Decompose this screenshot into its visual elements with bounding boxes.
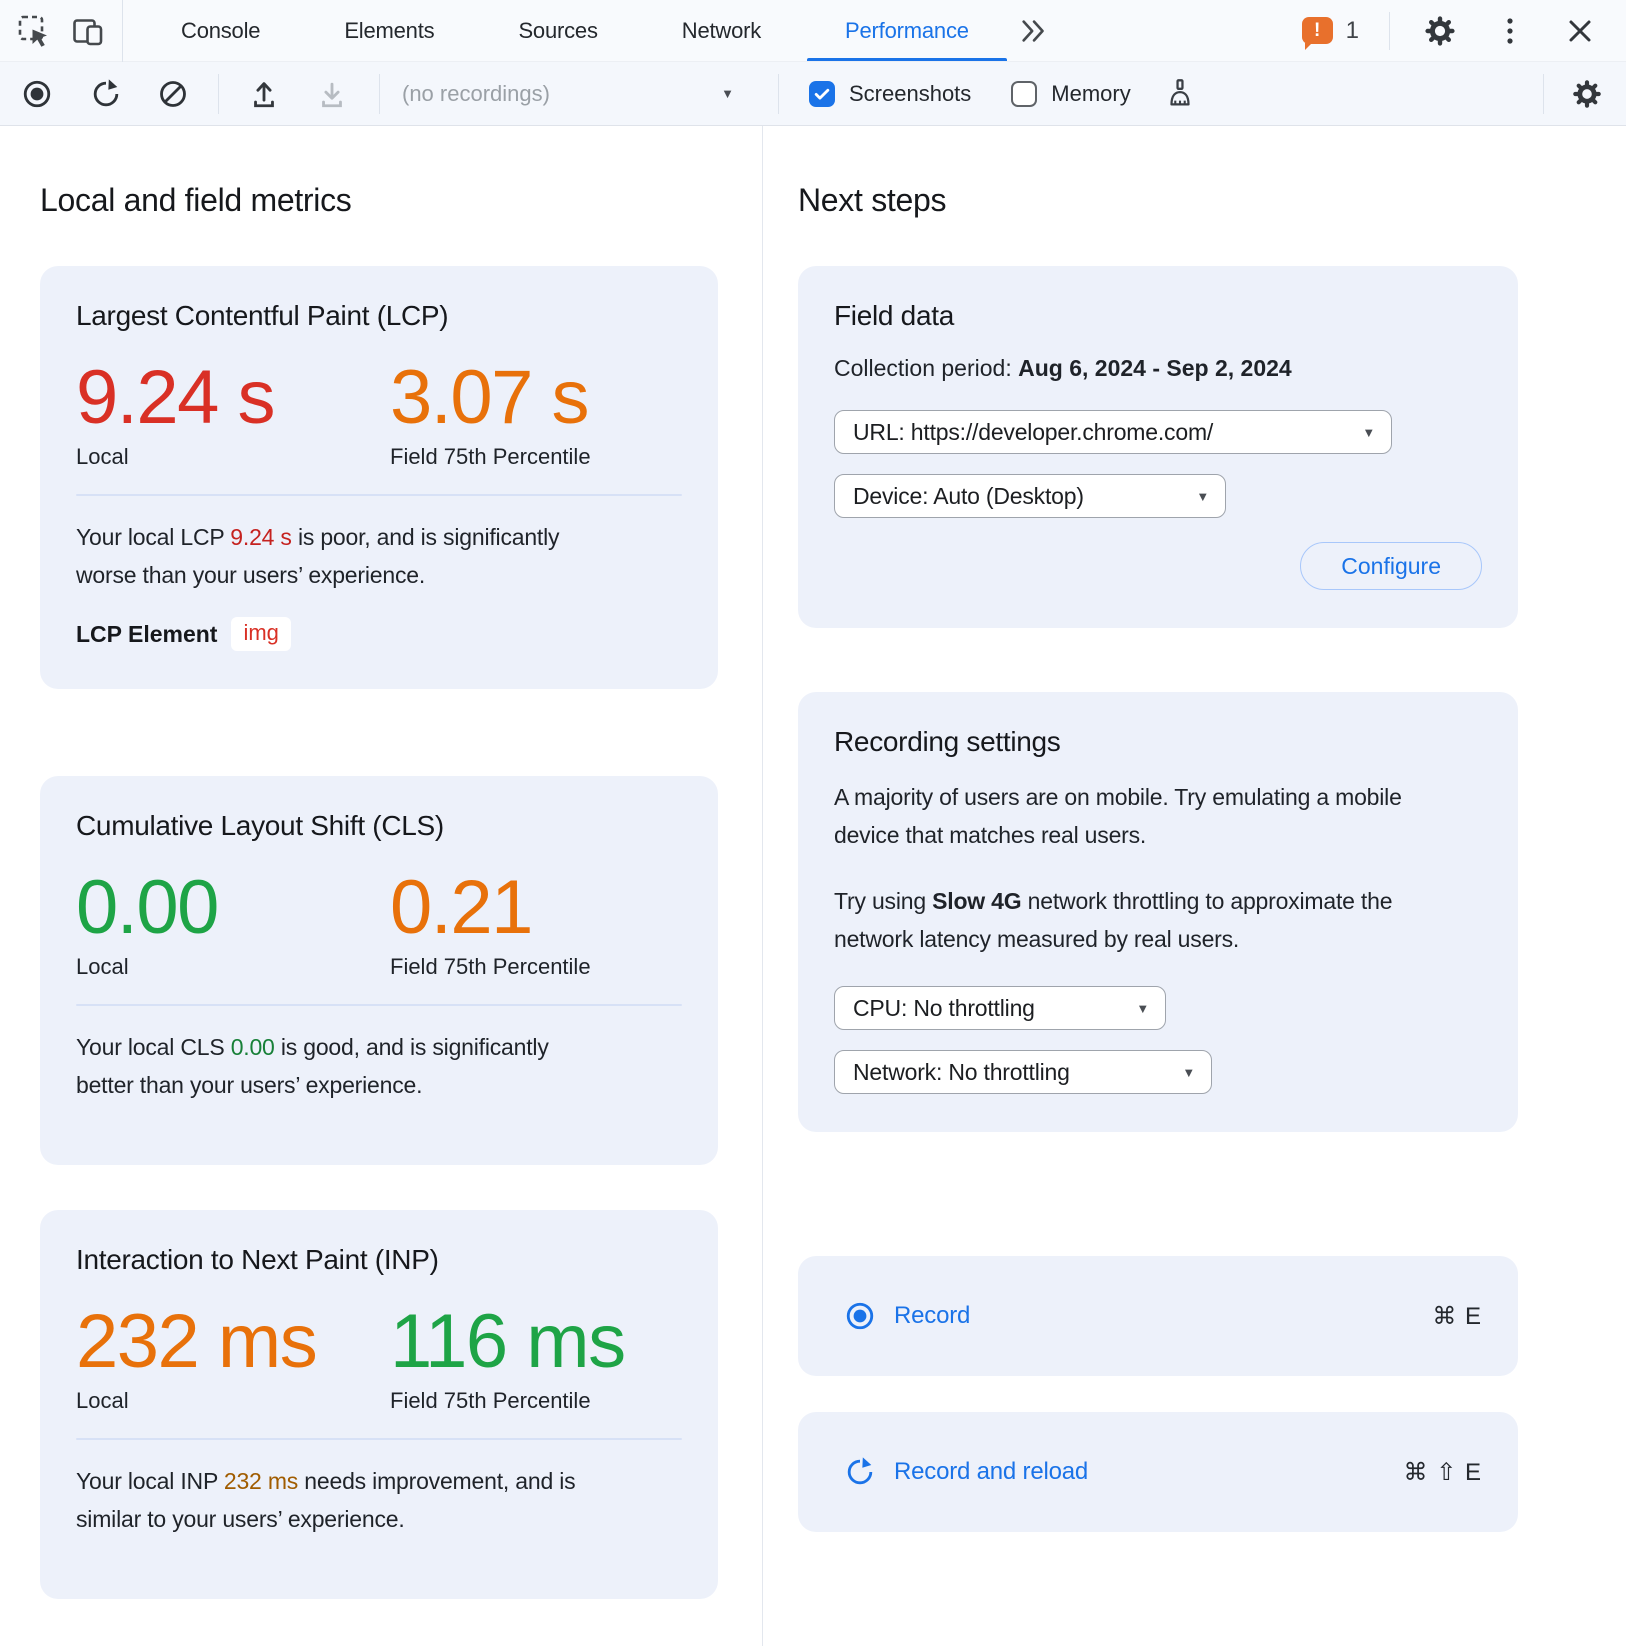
tabbar-separator [1389, 12, 1390, 50]
inp-card-title: Interaction to Next Paint (INP) [76, 1244, 439, 1275]
tab-network[interactable]: Network [681, 17, 762, 43]
record-icon [21, 78, 53, 110]
close-devtools-button[interactable] [1560, 11, 1600, 51]
field-data-card [798, 266, 1518, 628]
dropdown-arrow-icon: ▼ [1136, 1000, 1149, 1016]
download-icon [316, 78, 348, 110]
dropdown-arrow-icon: ▼ [721, 86, 734, 101]
recordings-history-value: (no recordings) [402, 80, 550, 106]
lcp-desc-value: 9.24 s [230, 524, 292, 550]
close-icon [1563, 14, 1597, 48]
tab-console[interactable]: Console [181, 17, 261, 43]
cls-field-metric [390, 865, 682, 980]
tab-sources[interactable]: Sources [518, 17, 598, 43]
inp-description [76, 1462, 581, 1538]
collection-period [834, 352, 1482, 384]
toolbar-separator [379, 74, 380, 114]
screenshots-label[interactable]: Screenshots [849, 80, 972, 106]
cls-field-value: 0.21 [390, 865, 532, 950]
card-divider [76, 1004, 682, 1006]
record-shortcut: ⌘ E [1432, 1302, 1482, 1330]
mobile-emulation-tip: A majority of users are on mobile. Try emulating a mobile device that matches real users. [834, 784, 1402, 848]
inp-local-metric [76, 1299, 390, 1414]
recording-settings-title: Recording settings [834, 726, 1061, 757]
network-throttling-tip [834, 882, 1434, 958]
memory-label[interactable]: Memory [1051, 80, 1131, 106]
issues-counter[interactable] [1302, 17, 1359, 45]
record-icon [844, 1300, 876, 1332]
recordings-history-select[interactable] [402, 81, 734, 107]
record-action-card[interactable] [798, 1256, 1518, 1376]
lcp-local-value: 9.24 s [76, 355, 275, 440]
three-dot-menu-icon [1493, 14, 1527, 48]
panel-tabs [139, 0, 1059, 61]
cpu-throttling-select[interactable] [834, 986, 1166, 1030]
lcp-local-label: Local [76, 444, 129, 469]
collection-period-label: Collection period: [834, 355, 1019, 381]
tab-elements[interactable]: Elements [344, 17, 435, 43]
field-data-title: Field data [834, 300, 954, 331]
inp-metric-card [40, 1210, 718, 1599]
lcp-metric-card [40, 266, 718, 689]
next-steps-heading: Next steps [798, 182, 947, 218]
toolbar-separator [218, 74, 219, 114]
cpu-throttling-value: CPU: No throttling [853, 994, 1035, 1021]
inspect-cursor-icon [16, 13, 52, 49]
dropdown-arrow-icon: ▼ [1196, 488, 1209, 504]
cls-desc-suffix: is good, and is significantly better than your users’ experience. [76, 1034, 549, 1098]
upload-icon [248, 78, 280, 110]
lcp-field-metric [390, 355, 682, 470]
more-tabs-button[interactable] [1011, 0, 1059, 61]
inp-desc-suffix: needs improvement, and is similar to your users’ experience. [76, 1468, 576, 1532]
cls-description [76, 1028, 581, 1104]
memory-option [1011, 81, 1130, 107]
tabbar-right-controls [1302, 11, 1626, 51]
cls-local-value: 0.00 [76, 865, 218, 950]
issues-badge-icon: ! [1302, 17, 1333, 44]
cls-values-row [76, 865, 682, 980]
inp-field-value: 116 ms [390, 1299, 625, 1384]
reload-icon [90, 78, 122, 110]
performance-toolbar [0, 62, 1626, 126]
memory-checkbox[interactable] [1011, 81, 1037, 107]
configure-button[interactable]: Configure [1300, 542, 1482, 590]
network-tip-prefix: Try using [834, 888, 933, 914]
lcp-element-label: LCP Element [76, 620, 218, 647]
card-divider [76, 494, 682, 496]
inp-local-label: Local [76, 1388, 129, 1413]
record-action-label: Record [894, 1302, 971, 1329]
clear-button[interactable] [156, 77, 190, 111]
lcp-local-metric [76, 355, 390, 470]
cls-metric-card [40, 776, 718, 1165]
gear-icon [1422, 13, 1458, 49]
card-divider [76, 1438, 682, 1440]
lcp-card-title: Largest Contentful Paint (LCP) [76, 300, 449, 331]
device-toolbar-icon [70, 13, 106, 49]
lcp-field-value: 3.07 s [390, 355, 589, 440]
dropdown-arrow-icon: ▼ [1362, 424, 1375, 440]
cls-desc-value: 0.00 [230, 1034, 275, 1060]
device-select-value: Device: Auto (Desktop) [853, 482, 1084, 509]
toolbar-options [779, 74, 1626, 114]
double-chevron-right-icon [1019, 15, 1051, 47]
cls-desc-prefix: Your local CLS [76, 1034, 231, 1060]
garbage-collect-broom-icon [1163, 77, 1197, 111]
panel-divider [762, 126, 763, 1646]
lcp-desc-prefix: Your local LCP [76, 524, 231, 550]
record-button[interactable] [20, 77, 54, 111]
toggle-device-toolbar-button[interactable] [68, 11, 108, 51]
block-icon [157, 78, 189, 110]
save-profile-button[interactable] [315, 77, 349, 111]
record-and-reload-shortcut: ⌘ ⇧ E [1403, 1458, 1482, 1486]
inp-field-label: Field 75th Percentile [390, 1388, 591, 1413]
screenshots-checkbox[interactable] [809, 81, 835, 107]
toolbar-separator [1543, 74, 1544, 114]
lcp-desc-suffix: is poor, and is significantly worse than your users’ experience. [76, 524, 560, 588]
lcp-element-row [76, 617, 682, 651]
configure-row [834, 542, 1482, 590]
cls-field-label: Field 75th Percentile [390, 954, 591, 979]
lcp-values-row [76, 355, 682, 470]
reload-icon [844, 1456, 876, 1488]
device-select[interactable] [834, 474, 1226, 518]
tabbar-separator [122, 0, 123, 62]
network-tip-suffix: network throttling to approximate the network latency measured by real users. [834, 888, 1393, 952]
url-select-value: URL: https://developer.chrome.com/ [853, 418, 1214, 445]
record-and-reload-action-card[interactable] [798, 1412, 1518, 1532]
lcp-field-label: Field 75th Percentile [390, 444, 591, 469]
metrics-heading: Local and field metrics [40, 182, 352, 218]
network-throttling-select[interactable] [834, 1050, 1212, 1094]
load-profile-button[interactable] [247, 77, 281, 111]
collect-garbage-button[interactable] [1163, 77, 1197, 111]
record-and-reload-button[interactable] [89, 77, 123, 111]
inp-field-metric [390, 1299, 682, 1414]
inspect-element-button[interactable] [14, 11, 54, 51]
settings-button[interactable] [1420, 11, 1460, 51]
cls-local-metric [76, 865, 390, 980]
overflow-menu-button[interactable] [1490, 11, 1530, 51]
gear-icon [1570, 77, 1604, 111]
inp-local-value: 232 ms [76, 1299, 317, 1384]
url-select[interactable] [834, 410, 1392, 454]
record-and-reload-action-label: Record and reload [894, 1458, 1089, 1485]
network-throttling-value: Network: No throttling [853, 1058, 1070, 1085]
recording-settings-card [798, 692, 1518, 1132]
checkmark-icon [812, 84, 832, 104]
dropdown-arrow-icon: ▼ [1182, 1064, 1195, 1080]
devtools-tabbar [0, 0, 1626, 62]
network-tip-bold: Slow 4G [932, 888, 1022, 914]
lcp-description [76, 518, 581, 594]
issues-count: 1 [1345, 16, 1359, 44]
inp-desc-prefix: Your local INP [76, 1468, 224, 1494]
performance-landing-panel [0, 126, 1626, 1646]
inp-values-row [76, 1299, 682, 1414]
tab-performance[interactable]: Performance [803, 0, 1011, 61]
inp-desc-value: 232 ms [223, 1468, 299, 1494]
cls-card-title: Cumulative Layout Shift (CLS) [76, 810, 444, 841]
lcp-element-link[interactable]: img [231, 617, 290, 651]
cls-local-label: Local [76, 954, 129, 979]
collection-period-value: Aug 6, 2024 - Sep 2, 2024 [1018, 355, 1292, 381]
capture-settings-button[interactable] [1570, 77, 1604, 111]
